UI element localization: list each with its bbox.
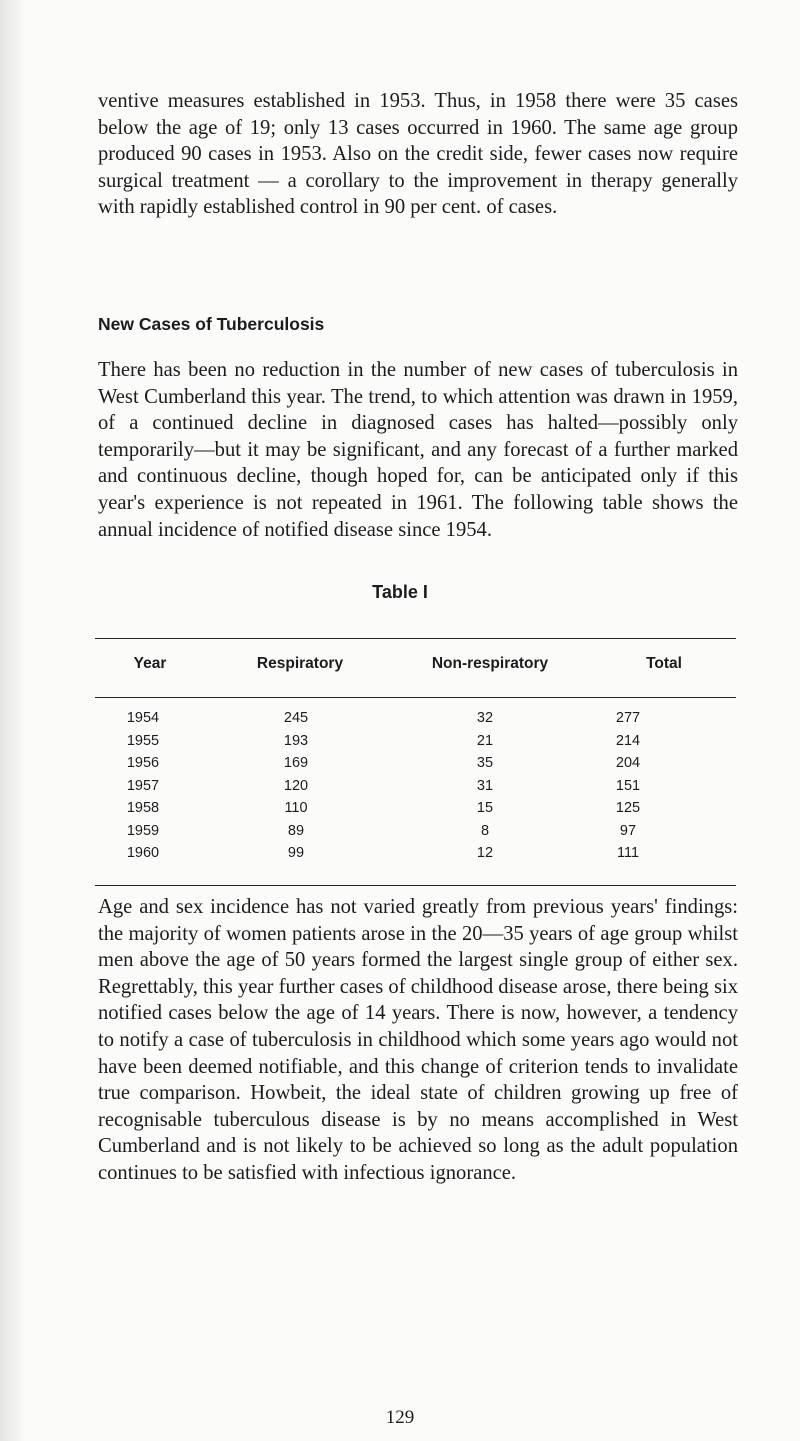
cell-non-respiratory: 31 (476, 777, 494, 794)
cell-year: 1954 (126, 710, 160, 726)
table-header-rule (95, 697, 736, 698)
table-row (0, 820, 800, 843)
table-row (0, 707, 800, 730)
cell-total: 204 (615, 755, 641, 771)
cell-non-respiratory: 21 (476, 732, 494, 749)
cell-non-respiratory: 8 (480, 822, 490, 839)
cell-year: 1958 (126, 800, 160, 816)
paragraph-age-sex: Age and sex incidence has not varied greatly from previous years' findings: the majority of women patients arose in the 20—35 years of age group whilst men above the age of 50 years formed the largest single group of either sex. Regrettably, this year further cases of childhood disease arose, there being six notified cases below the age of 14 years. There is now, however, a tendency to notify a case of tuberculosis in childhood which some years ago would not have been deemed notifiable, and this change of criterion tends to invalidate true comparison. Howbeit, the ideal state of children growing up free of recognisable tuberculous disease is by no means accomplished in West Cumberland and is not likely to be achieved so long as the adult population continues to be satisfied with infectious ignorance. (98, 896, 738, 1184)
table-header-year: Year (133, 655, 167, 672)
paragraph-intro: ventive measures established in 1953. Thus, in 1958 there were 35 cases below the age of 19; only 13 cases occurred in 1960. The same age group produced 90 cases in 1953. Also on the credit side, fewer cases now require surgical treatment — a corollary to the improvement in therapy generally with rapidly established control in 90 per cent. of cases. (98, 90, 738, 219)
cell-year: 1957 (126, 777, 160, 794)
cell-respiratory: 245 (283, 710, 309, 726)
table-header-total: Total (646, 655, 682, 672)
cell-year: 1955 (126, 732, 160, 749)
table-row (0, 752, 800, 775)
table-row (0, 775, 800, 798)
table-top-rule (95, 638, 736, 639)
cell-total: 111 (616, 845, 640, 861)
cell-total: 214 (615, 732, 641, 749)
cell-respiratory: 99 (287, 845, 305, 861)
table-title: Table I (372, 582, 428, 602)
cell-total: 97 (619, 822, 637, 839)
cell-respiratory: 110 (284, 800, 308, 816)
cell-non-respiratory: 12 (476, 845, 494, 861)
cell-respiratory: 89 (287, 822, 305, 839)
page-number: 129 (385, 1407, 415, 1428)
table-header-respiratory: Respiratory (256, 655, 344, 672)
cell-respiratory: 120 (283, 777, 309, 794)
table-row (0, 797, 800, 820)
cell-total: 125 (615, 800, 641, 816)
table-row (0, 842, 800, 865)
cell-non-respiratory: 35 (476, 755, 494, 771)
cell-total: 151 (615, 777, 641, 794)
cell-year: 1960 (126, 845, 160, 861)
cell-total: 277 (615, 710, 641, 726)
table-body (0, 707, 800, 865)
cell-respiratory: 193 (283, 732, 309, 749)
table-bottom-rule (95, 885, 736, 886)
table-header-non-respiratory: Non-respiratory (431, 655, 549, 672)
cell-non-respiratory: 15 (476, 800, 494, 816)
cell-year: 1956 (126, 755, 160, 771)
table-row (0, 730, 800, 753)
section-heading: New Cases of Tuberculosis (98, 314, 325, 334)
paragraph-new-cases: There has been no reduction in the number of new cases of tuberculosis in West Cumberland this year. The trend, to which attention was drawn in 1959, of a continued decline in diagnosed cases has halted—possibly only temporarily—but it may be significant, and any forecast of a further marked and continuous decline, though hoped for, can be anticipated only if this year's experience is not repeated in 1961. The following table shows the annual incidence of notified disease since 1954. (98, 359, 738, 541)
cell-non-respiratory: 32 (476, 710, 494, 726)
cell-year: 1959 (126, 822, 160, 839)
cell-respiratory: 169 (283, 755, 309, 771)
